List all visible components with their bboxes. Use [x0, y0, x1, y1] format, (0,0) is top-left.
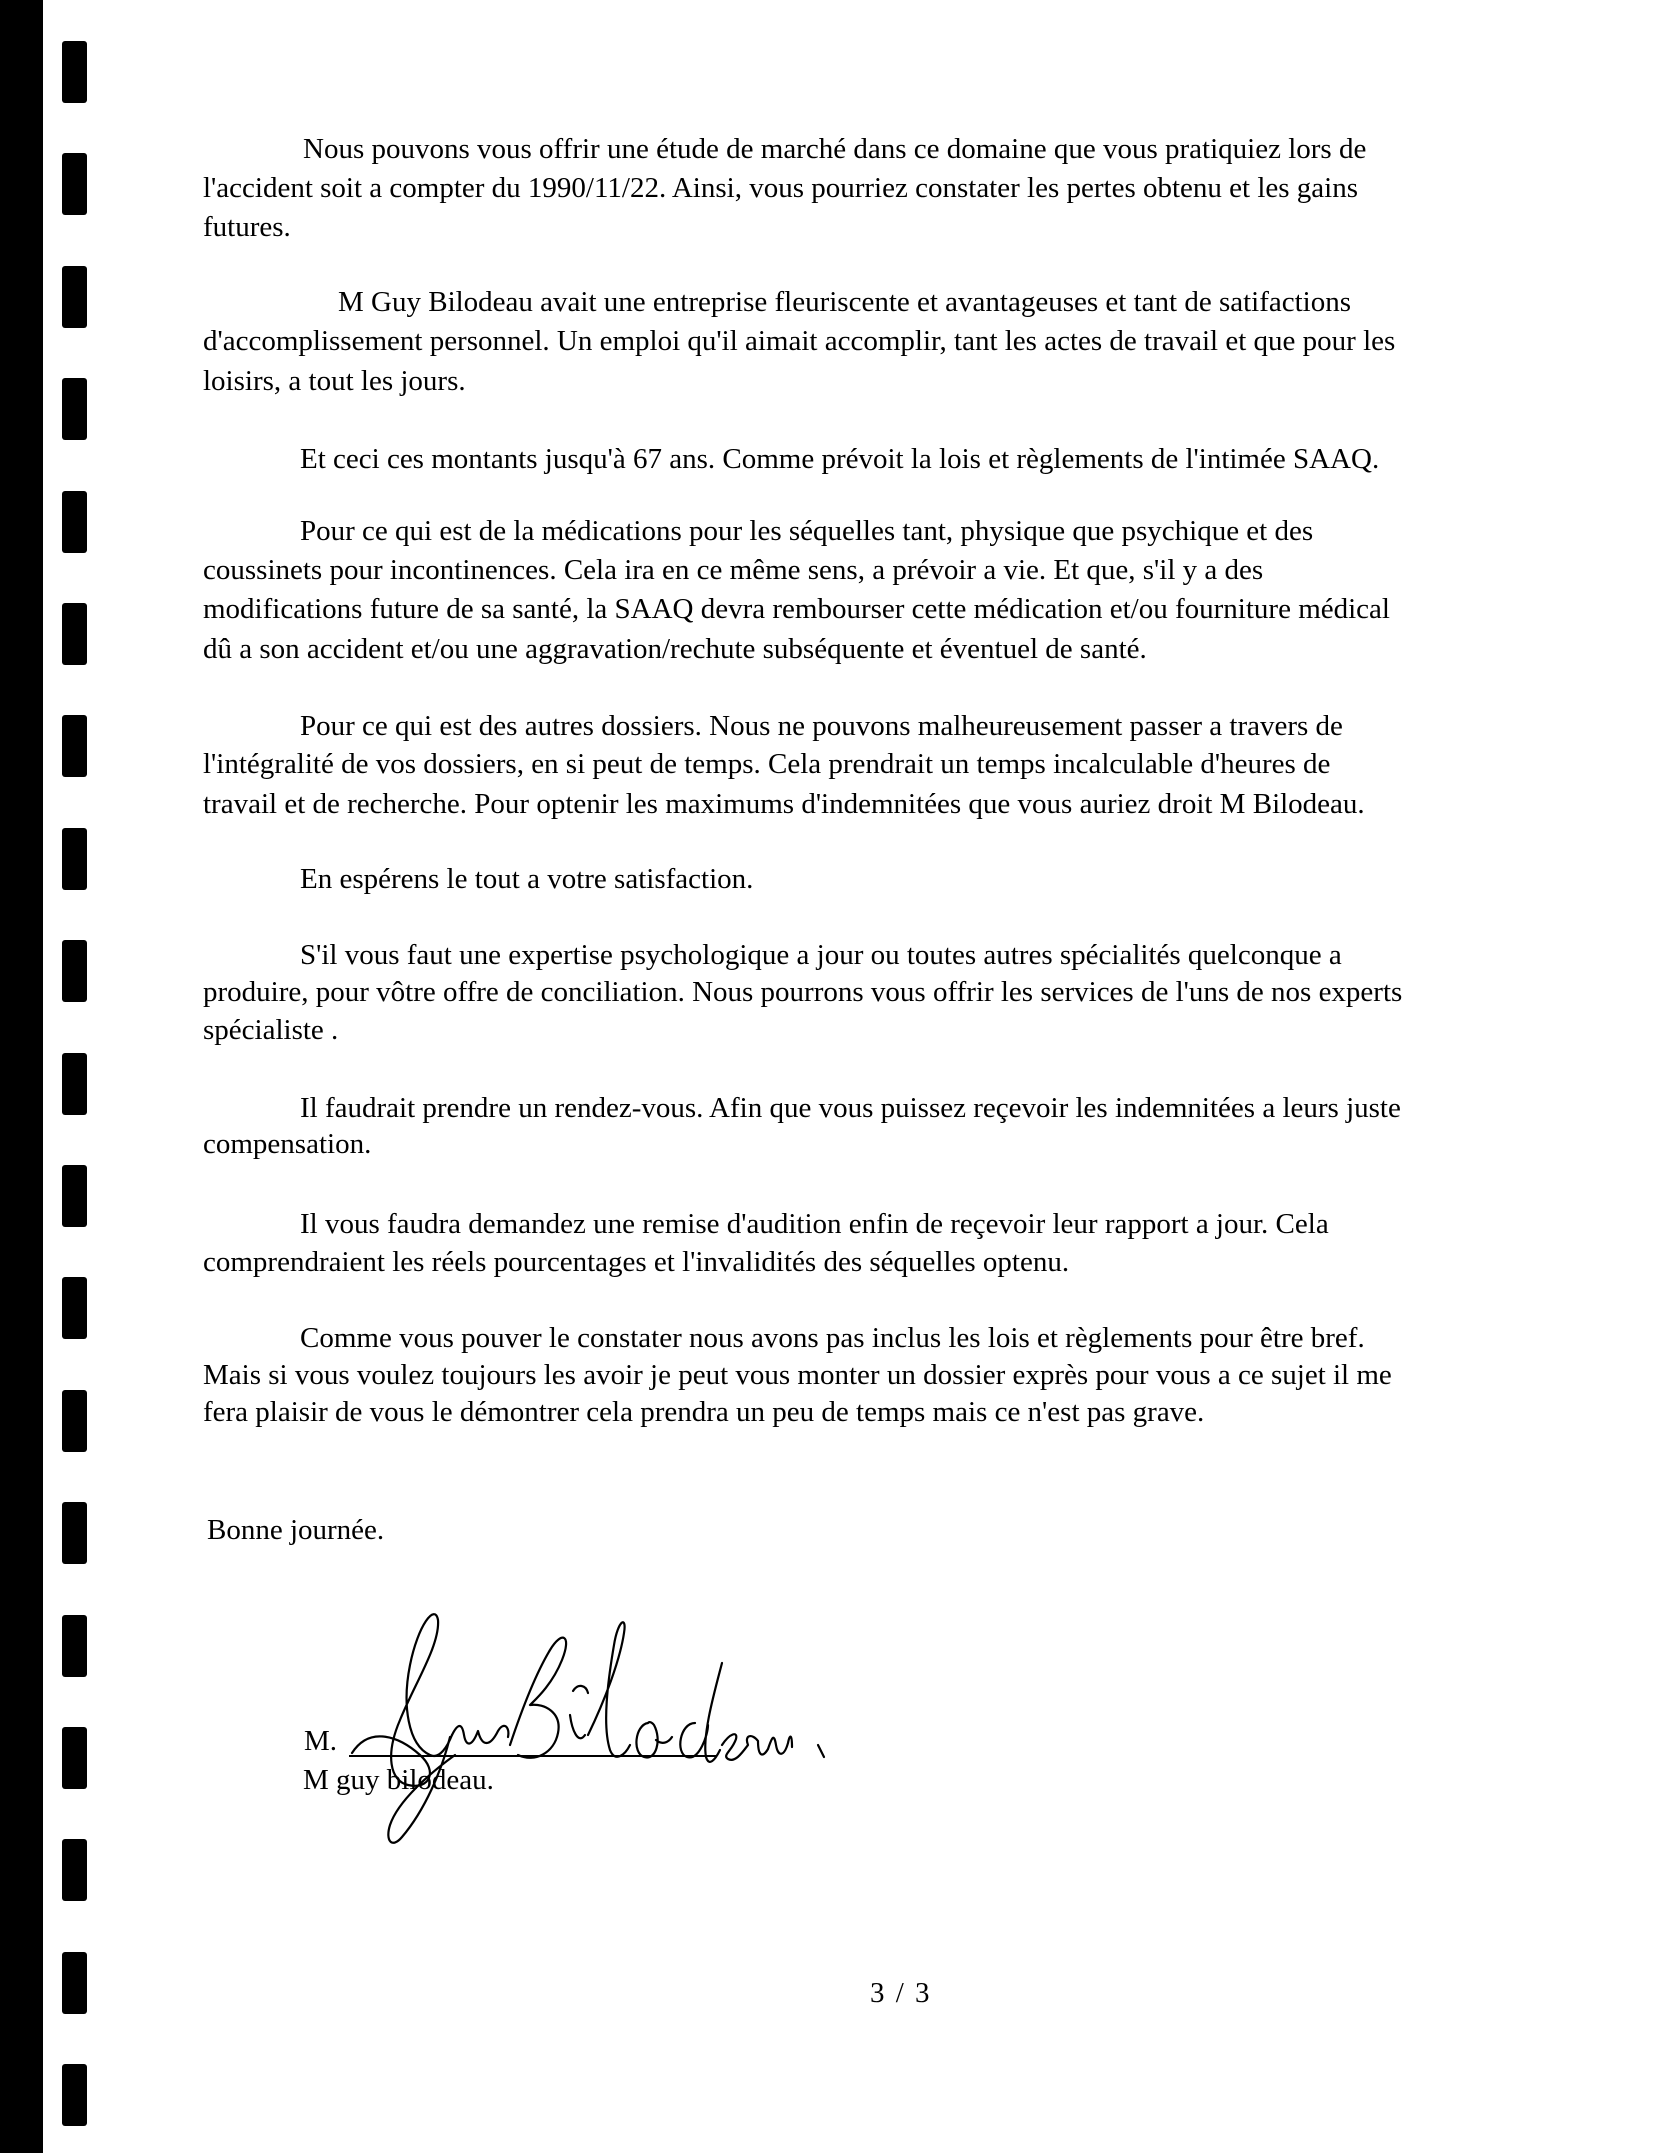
signature-stroke-d	[680, 1663, 722, 1762]
paragraph-5-line-1: Pour ce qui est des autres dossiers. Nous ne pouvons malheureusement passer a travers de	[300, 710, 1343, 742]
punch-hole-mark	[62, 1952, 87, 2014]
signer-name: M guy bilodeau.	[303, 1764, 494, 1796]
paragraph-7-line-2: produire, pour vôtre offre de conciliation. Nous pourrons vous offrir les services de l'uns de nos experts	[203, 976, 1403, 1008]
paragraph-2-line-2: d'accomplissement personnel. Un emploi qu'il aimait accomplir, tant les actes de travail et que pour les	[203, 325, 1396, 357]
paragraph-4-line-4: dû a son accident et/ou une aggravation/rechute subséquente et éventuel de santé.	[203, 633, 1147, 665]
signature-stroke-b	[510, 1638, 566, 1758]
paragraph-10-line-2: Mais si vous voulez toujours les avoir je peut vous monter un dossier exprès pour vous a ce sujet il me	[203, 1359, 1392, 1391]
punch-hole-mark	[62, 2064, 87, 2126]
punch-hole-mark	[62, 940, 87, 1002]
signature-stroke-tick	[818, 1745, 824, 1757]
signature-prefix: M.	[304, 1725, 338, 1757]
paragraph-2-line-1: M Guy Bilodeau avait une entreprise fleuriscente et avantageuses et tant de satifactions	[338, 286, 1352, 318]
paragraph-9-line-1: Il vous faudra demandez une remise d'audition enfin de reçevoir leur rapport a jour. Cela	[300, 1208, 1329, 1240]
signature-stroke-g	[352, 1614, 452, 1786]
paragraph-4-line-3: modifications future de sa santé, la SAAQ devra rembourser cette médication et/ou fourniture médical	[203, 593, 1390, 625]
punch-hole-mark	[62, 1839, 87, 1901]
paragraph-8-line-2: compensation.	[203, 1128, 372, 1160]
scan-edge-strip	[0, 0, 43, 2153]
punch-hole-mark	[62, 1165, 87, 1227]
punch-hole-mark	[62, 828, 87, 890]
signature-stroke-i	[570, 1715, 585, 1738]
paragraph-2-line-3: loisirs, a tout les jours.	[203, 365, 466, 397]
punch-hole-mark	[62, 378, 87, 440]
paragraph-4-line-2: coussinets pour incontinences. Cela ira en ce même sens, a prévoir a vie. Et que, s'il y a des	[203, 554, 1264, 586]
paragraph-1-line-2: l'accident soit a compter du 1990/11/22. Ainsi, vous pourriez constater les pertes obtenu et les gains	[203, 172, 1359, 204]
punch-hole-mark	[62, 266, 87, 328]
punch-hole-mark	[62, 1615, 87, 1677]
paragraph-6-line-1: En espérens le tout a votre satisfaction.	[300, 863, 754, 895]
paragraph-10-line-1: Comme vous pouver le constater nous avons pas inclus les lois et règlements pour être bref.	[300, 1322, 1365, 1354]
paragraph-1-line-3: futures.	[203, 211, 291, 243]
punch-hole-mark	[62, 1727, 87, 1789]
closing-text: Bonne journée.	[207, 1514, 385, 1546]
paragraph-3-line-1: Et ceci ces montants jusqu'à 67 ans. Comme prévoit la lois et règlements de l'intimée SAAQ.	[300, 443, 1380, 475]
signature-stroke-l	[588, 1622, 630, 1757]
paragraph-7-line-1: S'il vous faut une expertise psychologique a jour ou toutes autres spécialités quelconque a	[300, 939, 1342, 971]
punch-hole-mark	[62, 491, 87, 553]
paragraph-5-line-3: travail et de recherche. Pour optenir les maximums d'indemnitées que vous auriez droit M Bilodeau.	[203, 788, 1365, 820]
punch-hole-mark	[62, 1390, 87, 1452]
paragraph-7-line-3: spécialiste .	[203, 1014, 339, 1046]
paragraph-1-line-1: Nous pouvons vous offrir une étude de marché dans ce domaine que vous pratiquiez lors de	[303, 133, 1367, 165]
paragraph-4-line-1: Pour ce qui est de la médications pour les séquelles tant, physique que psychique et des	[300, 515, 1314, 547]
paragraph-8-line-1: Il faudrait prendre un rendez-vous. Afin que vous puissez reçevoir les indemnitées a leurs juste	[300, 1092, 1401, 1124]
punch-hole-mark	[62, 603, 87, 665]
punch-hole-mark	[62, 153, 87, 215]
paragraph-9-line-2: comprendraient les réels pourcentages et l'invalidités des séquelles optenu.	[203, 1246, 1070, 1278]
page-number: 3 / 3	[870, 1977, 932, 2009]
paragraph-10-line-3: fera plaisir de vous le démontrer cela prendra un peu de temps mais ce n'est pas grave.	[203, 1396, 1205, 1428]
punch-hole-mark	[62, 1277, 87, 1339]
punch-hole-mark	[62, 41, 87, 103]
signature-stroke-eau	[722, 1734, 792, 1760]
signature-stroke-o	[636, 1722, 672, 1757]
signature-line	[349, 1755, 717, 1757]
handwritten-signature	[330, 1605, 890, 1855]
punch-hole-mark	[62, 1502, 87, 1564]
punch-hole-mark	[62, 715, 87, 777]
signature-stroke-uy	[452, 1726, 508, 1744]
punch-hole-mark	[62, 1053, 87, 1115]
paragraph-5-line-2: l'intégralité de vos dossiers, en si peut de temps. Cela prendrait un temps incalculable d'heures de	[203, 748, 1331, 780]
signature-stroke-i-dot	[573, 1686, 588, 1693]
